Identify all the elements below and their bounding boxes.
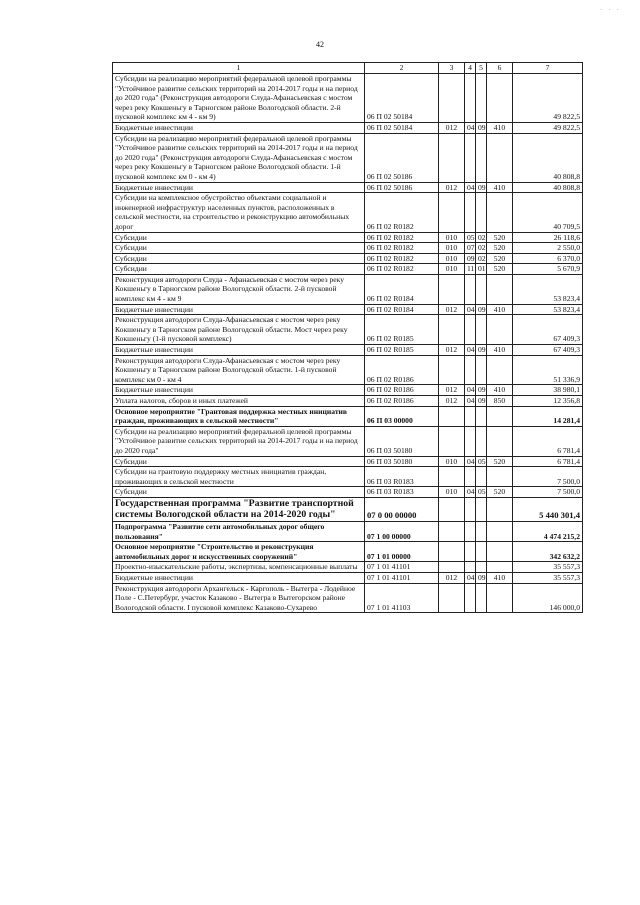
item-name: Реконструкция автодороги Архангельск - Каргополь - Вытегра - Лодейное Поле - С.Петербург, участок Казаково - Вытегра в Вытегорском районе Вологодской области. I пусковой комплекс Казаково-Сухарево xyxy=(113,583,365,613)
section-code xyxy=(465,355,476,385)
target-code: 06 П 02 50186 xyxy=(365,133,439,182)
section-code: 04 xyxy=(465,487,476,498)
amount: 5 440 301,4 xyxy=(513,497,583,521)
section-code: 04 xyxy=(465,456,476,467)
item-name: Уплата налогов, сборов и иных платежей xyxy=(113,396,365,407)
table-row xyxy=(113,243,583,254)
target-code: 06 П 02 50186 xyxy=(365,182,439,193)
amount: 53 823,4 xyxy=(513,274,583,304)
subsection-code xyxy=(476,355,487,385)
expense-type-code xyxy=(487,542,513,562)
ministry-code: 010 xyxy=(439,264,465,275)
amount: 67 409,3 xyxy=(513,345,583,356)
target-code: 06 П 03 R0183 xyxy=(365,467,439,487)
ministry-code xyxy=(439,193,465,232)
ministry-code xyxy=(439,274,465,304)
table-row xyxy=(113,583,583,613)
expense-type-code xyxy=(487,583,513,613)
ministry-code xyxy=(439,467,465,487)
target-code: 07 1 01 41101 xyxy=(365,562,439,573)
section-code: 07 xyxy=(465,243,476,254)
section-code: 09 xyxy=(465,253,476,264)
table-row xyxy=(113,487,583,498)
amount: 2 550,0 xyxy=(513,243,583,254)
item-name: Основное мероприятие "Строительство и реконструкция автомобильных дорог и искусственных сооружений" xyxy=(113,542,365,562)
ministry-code xyxy=(439,315,465,345)
subsection-code xyxy=(476,467,487,487)
amount: 49 822,5 xyxy=(513,74,583,123)
section-code xyxy=(465,583,476,613)
expense-type-code: 520 xyxy=(487,253,513,264)
section-code: 04 xyxy=(465,396,476,407)
ministry-code: 010 xyxy=(439,243,465,254)
table-row xyxy=(113,232,583,243)
item-name: Бюджетные инвестиции xyxy=(113,345,365,356)
subsection-code: 02 xyxy=(476,243,487,254)
target-code: 07 0 00 00000 xyxy=(365,497,439,521)
expense-type-code xyxy=(487,521,513,541)
amount: 49 822,5 xyxy=(513,122,583,133)
ministry-code: 010 xyxy=(439,456,465,467)
amount: 53 823,4 xyxy=(513,304,583,315)
target-code: 07 1 01 00000 xyxy=(365,542,439,562)
section-code: 04 xyxy=(465,182,476,193)
item-name: Бюджетные инвестиции xyxy=(113,304,365,315)
ministry-code xyxy=(439,355,465,385)
table-row xyxy=(113,542,583,562)
item-name: Субсидии xyxy=(113,264,365,275)
expense-type-code xyxy=(487,355,513,385)
section-code: 05 xyxy=(465,232,476,243)
amount: 67 409,3 xyxy=(513,315,583,345)
amount: 40 709,5 xyxy=(513,193,583,232)
target-code: 06 П 03 50180 xyxy=(365,456,439,467)
section-code xyxy=(465,426,476,456)
item-name: Реконструкция автодороги Слуда - Афанасьевская с мостом через реку Кокшеньгу в Тарногском районе Вологодской области. 2-й пусковой комплекс км 4 - км 9 xyxy=(113,274,365,304)
table-row xyxy=(113,182,583,193)
amount: 35 557,3 xyxy=(513,572,583,583)
table-row xyxy=(113,193,583,232)
target-code: 06 П 02 50184 xyxy=(365,122,439,133)
expense-type-code: 520 xyxy=(487,243,513,254)
target-code: 06 П 03 R0183 xyxy=(365,487,439,498)
expense-type-code xyxy=(487,497,513,521)
expense-type-code: 410 xyxy=(487,304,513,315)
section-code: 04 xyxy=(465,345,476,356)
table-row xyxy=(113,304,583,315)
table-row xyxy=(113,521,583,541)
table-row xyxy=(113,426,583,456)
amount: 7 500,0 xyxy=(513,467,583,487)
item-name: Бюджетные инвестиции xyxy=(113,572,365,583)
expense-type-code xyxy=(487,133,513,182)
ministry-code: 012 xyxy=(439,182,465,193)
amount: 4 474 215,2 xyxy=(513,521,583,541)
amount: 342 632,2 xyxy=(513,542,583,562)
expense-type-code xyxy=(487,562,513,573)
ministry-code xyxy=(439,426,465,456)
item-name: Субсидии на комплексное обустройство объектами социальной и инженерной инфраструктур населенных пунктов, расположенных в сельской местности, на строительство и реконструкцию автомобильных дорог xyxy=(113,193,365,232)
target-code: 06 П 02 R0186 xyxy=(365,396,439,407)
ministry-code: 012 xyxy=(439,396,465,407)
table-body xyxy=(113,74,583,613)
section-code xyxy=(465,133,476,182)
target-code: 06 П 02 R0185 xyxy=(365,315,439,345)
amount: 35 557,3 xyxy=(513,562,583,573)
amount: 7 500,0 xyxy=(513,487,583,498)
scan-artifact: · · · xyxy=(600,6,621,14)
subsection-code xyxy=(476,133,487,182)
ministry-code xyxy=(439,562,465,573)
table-row xyxy=(113,396,583,407)
section-code: 04 xyxy=(465,572,476,583)
section-code xyxy=(465,315,476,345)
item-name: Субсидии на реализацию мероприятий федеральной целевой программы "Устойчивое развитие сельских территорий на 2014-2017 годы и на период до 2020 года" xyxy=(113,426,365,456)
target-code: 06 П 02 R0186 xyxy=(365,385,439,396)
amount: 26 118,6 xyxy=(513,232,583,243)
item-name: Государственная программа "Развитие транспортной системы Вологодской области на 2014-2020 годы" xyxy=(113,497,365,521)
target-code: 07 1 01 41103 xyxy=(365,583,439,613)
budget-table xyxy=(112,62,583,613)
expense-type-code xyxy=(487,315,513,345)
subsection-code xyxy=(476,193,487,232)
amount: 14 281,4 xyxy=(513,406,583,426)
table-row xyxy=(113,315,583,345)
expense-type-code: 410 xyxy=(487,345,513,356)
section-code: 11 xyxy=(465,264,476,275)
subsection-code xyxy=(476,315,487,345)
section-code: 04 xyxy=(465,385,476,396)
table-row xyxy=(113,122,583,133)
item-name: Проектно-изыскательские работы, экспертизы, компенсационные выплаты xyxy=(113,562,365,573)
amount: 6 370,0 xyxy=(513,253,583,264)
amount: 12 356,8 xyxy=(513,396,583,407)
ministry-code: 010 xyxy=(439,232,465,243)
subsection-code xyxy=(476,274,487,304)
header-cell: 3 xyxy=(439,63,465,74)
ministry-code: 012 xyxy=(439,572,465,583)
expense-type-code: 850 xyxy=(487,396,513,407)
item-name: Субсидии xyxy=(113,243,365,254)
table-row xyxy=(113,497,583,521)
ministry-code: 010 xyxy=(439,253,465,264)
table-row xyxy=(113,355,583,385)
item-name: Реконструкция автодороги Слуда-Афанасьевская с мостом через реку Кокшеньгу в Тарногском районе Вологодской области. Мост через реку Кокшеньгу (1-й пусковой комплекс) xyxy=(113,315,365,345)
item-name: Субсидии xyxy=(113,487,365,498)
table-row xyxy=(113,385,583,396)
ministry-code: 010 xyxy=(439,487,465,498)
expense-type-code: 520 xyxy=(487,232,513,243)
target-code: 06 П 02 R0184 xyxy=(365,304,439,315)
header-cell: 5 xyxy=(476,63,487,74)
ministry-code xyxy=(439,583,465,613)
table-row xyxy=(113,562,583,573)
ministry-code xyxy=(439,521,465,541)
subsection-code: 09 xyxy=(476,385,487,396)
amount: 40 808,8 xyxy=(513,182,583,193)
table-row xyxy=(113,74,583,123)
section-code xyxy=(465,542,476,562)
ministry-code xyxy=(439,542,465,562)
subsection-code: 09 xyxy=(476,122,487,133)
expense-type-code: 410 xyxy=(487,385,513,396)
amount: 38 980,1 xyxy=(513,385,583,396)
section-code: 04 xyxy=(465,122,476,133)
item-name: Субсидии на реализацию мероприятий федеральной целевой программы "Устойчивое развитие сельских территорий на 2014-2017 годы и на период до 2020 года" (Реконструкция автодороги Слуда-Афанасьевская с мостом через реку Кокшеньгу в Тарногском районе Вологодской области. 2-й пусковой комплекс км 4 - км 9) xyxy=(113,74,365,123)
target-code: 06 П 02 R0182 xyxy=(365,253,439,264)
table-row xyxy=(113,345,583,356)
expense-type-code: 410 xyxy=(487,182,513,193)
target-code: 06 П 03 00000 xyxy=(365,406,439,426)
page-number: 42 xyxy=(316,40,324,49)
subsection-code: 09 xyxy=(476,304,487,315)
section-code xyxy=(465,521,476,541)
item-name: Субсидии на грантовую поддержку местных инициатив граждан, проживающих в сельской местности xyxy=(113,467,365,487)
expense-type-code xyxy=(487,426,513,456)
target-code: 06 П 02 R0184 xyxy=(365,274,439,304)
table-row xyxy=(113,264,583,275)
header-row xyxy=(113,63,583,74)
header-cell: 7 xyxy=(513,63,583,74)
subsection-code: 05 xyxy=(476,487,487,498)
subsection-code: 02 xyxy=(476,232,487,243)
subsection-code: 02 xyxy=(476,253,487,264)
table-row xyxy=(113,456,583,467)
subsection-code: 09 xyxy=(476,572,487,583)
target-code: 07 1 00 00000 xyxy=(365,521,439,541)
amount: 6 781,4 xyxy=(513,426,583,456)
subsection-code: 09 xyxy=(476,182,487,193)
subsection-code xyxy=(476,562,487,573)
target-code: 06 П 02 R0182 xyxy=(365,243,439,254)
item-name: Бюджетные инвестиции xyxy=(113,122,365,133)
subsection-code xyxy=(476,406,487,426)
section-code xyxy=(465,562,476,573)
section-code xyxy=(465,497,476,521)
item-name: Реконструкция автодороги Слуда-Афанасьевская с мостом через реку Кокшеньгу в Тарногском районе Вологодской области. 1-й пусковой комплекс км 0 - км 4 xyxy=(113,355,365,385)
item-name: Бюджетные инвестиции xyxy=(113,385,365,396)
item-name: Субсидии xyxy=(113,253,365,264)
subsection-code: 01 xyxy=(476,264,487,275)
header-cell: 1 xyxy=(113,63,365,74)
expense-type-code xyxy=(487,193,513,232)
subsection-code: 09 xyxy=(476,345,487,356)
amount: 40 808,8 xyxy=(513,133,583,182)
target-code: 06 П 02 R0182 xyxy=(365,264,439,275)
ministry-code: 012 xyxy=(439,385,465,396)
expense-type-code xyxy=(487,274,513,304)
table-row xyxy=(113,406,583,426)
ministry-code: 012 xyxy=(439,304,465,315)
table-row xyxy=(113,467,583,487)
subsection-code xyxy=(476,497,487,521)
expense-type-code: 520 xyxy=(487,456,513,467)
ministry-code xyxy=(439,133,465,182)
section-code xyxy=(465,406,476,426)
item-name: Субсидии на реализацию мероприятий федеральной целевой программы "Устойчивое развитие сельских территорий на 2014-2017 годы и на период до 2020 года" (Реконструкция автодороги Слуда-Афанасьевская с мостом через реку Кокшеньгу в Тарногском районе Вологодской области. 1-й пусковой комплекс км 0 - км 4) xyxy=(113,133,365,182)
subsection-code xyxy=(476,521,487,541)
target-code: 06 П 03 50180 xyxy=(365,426,439,456)
item-name: Бюджетные инвестиции xyxy=(113,182,365,193)
ministry-code xyxy=(439,497,465,521)
section-code xyxy=(465,193,476,232)
expense-type-code: 410 xyxy=(487,572,513,583)
section-code xyxy=(465,467,476,487)
item-name: Субсидии xyxy=(113,232,365,243)
amount: 51 336,9 xyxy=(513,355,583,385)
header-cell: 6 xyxy=(487,63,513,74)
expense-type-code xyxy=(487,74,513,123)
subsection-code xyxy=(476,426,487,456)
target-code: 07 1 01 41101 xyxy=(365,572,439,583)
expense-type-code xyxy=(487,467,513,487)
subsection-code xyxy=(476,74,487,123)
ministry-code: 012 xyxy=(439,345,465,356)
subsection-code: 05 xyxy=(476,456,487,467)
header-cell: 4 xyxy=(465,63,476,74)
subsection-code xyxy=(476,542,487,562)
table-row xyxy=(113,133,583,182)
item-name: Подпрограмма "Развитие сети автомобильных дорог общего пользования" xyxy=(113,521,365,541)
ministry-code: 012 xyxy=(439,122,465,133)
ministry-code xyxy=(439,406,465,426)
table-row xyxy=(113,274,583,304)
expense-type-code xyxy=(487,406,513,426)
table-row xyxy=(113,253,583,264)
target-code: 06 П 02 50184 xyxy=(365,74,439,123)
section-code xyxy=(465,74,476,123)
target-code: 06 П 02 R0182 xyxy=(365,232,439,243)
section-code: 04 xyxy=(465,304,476,315)
item-name: Субсидии xyxy=(113,456,365,467)
amount: 5 670,9 xyxy=(513,264,583,275)
amount: 146 000,0 xyxy=(513,583,583,613)
header-cell: 2 xyxy=(365,63,439,74)
subsection-code: 09 xyxy=(476,396,487,407)
amount: 6 781,4 xyxy=(513,456,583,467)
section-code xyxy=(465,274,476,304)
subsection-code xyxy=(476,583,487,613)
table-row xyxy=(113,572,583,583)
item-name: Основное мероприятие "Грантовая поддержка местных инициатив граждан, проживающих в сельской местности" xyxy=(113,406,365,426)
target-code: 06 П 02 R0186 xyxy=(365,355,439,385)
expense-type-code: 520 xyxy=(487,264,513,275)
expense-type-code: 520 xyxy=(487,487,513,498)
expense-type-code: 410 xyxy=(487,122,513,133)
target-code: 06 П 02 R0185 xyxy=(365,345,439,356)
ministry-code xyxy=(439,74,465,123)
target-code: 06 П 02 R0182 xyxy=(365,193,439,232)
